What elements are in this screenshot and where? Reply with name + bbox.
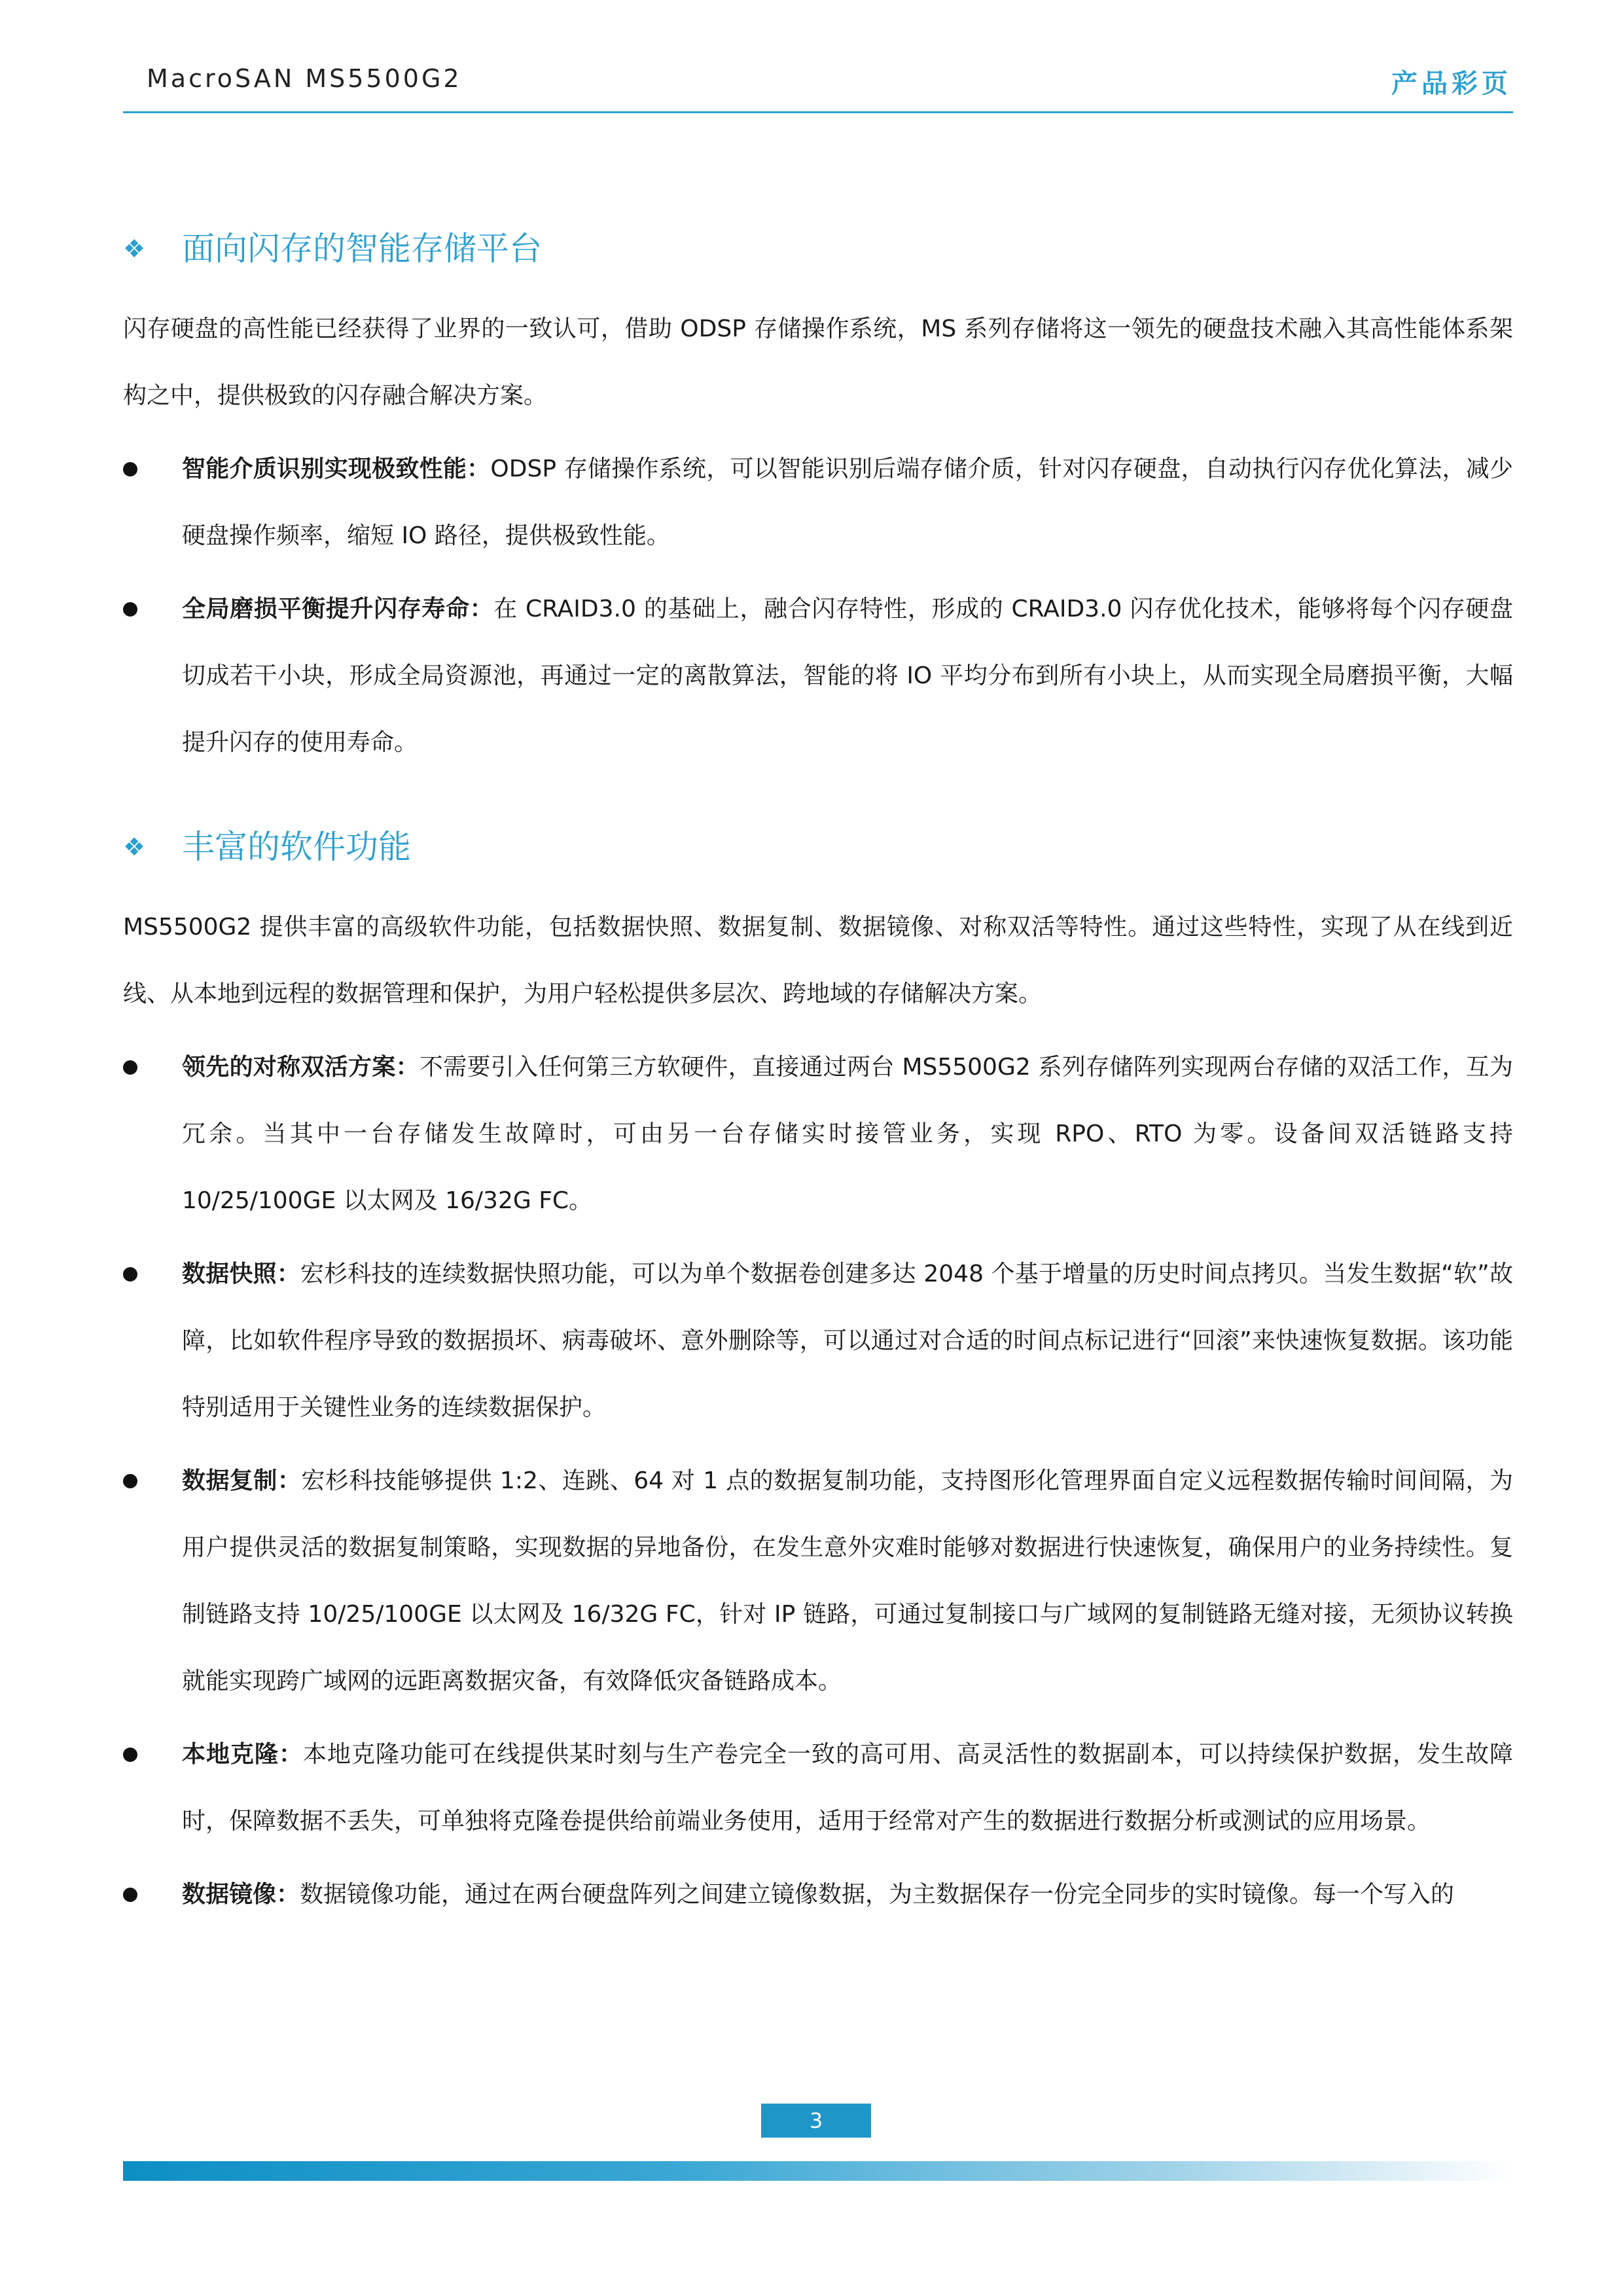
section-title: 面向闪存的智能存储平台 xyxy=(182,230,542,268)
page-content xyxy=(123,216,1513,1928)
page-number: 3 xyxy=(761,2104,871,2138)
bullet-title: 全局磨损平衡提升闪存寿命： xyxy=(182,596,494,622)
list-item xyxy=(123,1448,1513,1715)
list-item xyxy=(123,576,1513,776)
bullet-title: 数据快照： xyxy=(182,1261,300,1287)
bullet-dot-icon xyxy=(123,1060,137,1075)
section-heading-software-features xyxy=(123,814,1513,880)
bullet-dot-icon xyxy=(123,462,137,476)
list-item xyxy=(123,1861,1513,1928)
section-intro-paragraph: 闪存硬盘的高性能已经获得了业界的一致认可，借助 ODSP 存储操作系统，MS 系列存储将这一领先的硬盘技术融入其高性能体系架构之中，提供极致的闪存融合解决方案。 xyxy=(123,315,1513,409)
list-item xyxy=(123,436,1513,569)
list-item xyxy=(123,1034,1513,1234)
feature-list xyxy=(123,436,1513,776)
section-heading-flash-platform xyxy=(123,216,1513,281)
bullet-dot-icon xyxy=(123,1474,137,1488)
document-header-title: MacroSAN MS5500G2 xyxy=(147,64,462,93)
bullet-title: 数据镜像： xyxy=(182,1881,300,1908)
bullet-text: 宏杉科技能够提供 1:2、连跳、64 对 1 点的数据复制功能，支持图形化管理界面自定义远程数据传输时间间隔，为用户提供灵活的数据复制策略，实现数据的异地备份，在发生意外灾难时能够对数据进行快速恢复，确保用户的业务持续性。复制链路支持 10/25/100GE 以太网及 16/32G FC，针对 IP 链路，可通过复制接口与广域网的复制链路无缝对接，无须协议转换就能实现跨广域网的远距离数据灾备，有效降低灾备链路成本。 xyxy=(182,1467,1513,1695)
list-item xyxy=(123,1721,1513,1855)
bullet-title: 数据复制： xyxy=(182,1467,302,1494)
bullet-dot-icon xyxy=(123,1888,137,1902)
header-divider xyxy=(123,111,1513,113)
section-intro-paragraph: MS5500G2 提供丰富的高级软件功能，包括数据快照、数据复制、数据镜像、对称双活等特性。通过这些特性，实现了从在线到近线、从本地到远程的数据管理和保护，为用户轻松提供多层次、跨地域的存储解决方案。 xyxy=(123,914,1513,1007)
document-header-label: 产品彩页 xyxy=(1391,69,1512,99)
bullet-dot-icon xyxy=(123,602,137,617)
bullet-text: 本地克隆功能可在线提供某时刻与生产卷完全一致的高可用、高灵活性的数据副本，可以持续保护数据，发生故障时，保障数据不丢失，可单独将克隆卷提供给前端业务使用，适用于经常对产生的数据进行数据分析或测试的应用场景。 xyxy=(182,1741,1513,1835)
bullet-text: 在 CRAID3.0 的基础上，融合闪存特性，形成的 CRAID3.0 闪存优化技术，能够将每个闪存硬盘切成若干小块，形成全局资源池，再通过一定的离散算法，智能的将 IO 平均分布到所有小块上，从而实现全局磨损平衡，大幅提升闪存的使用寿命。 xyxy=(182,596,1513,756)
bullet-title: 智能介质识别实现极致性能： xyxy=(182,456,491,482)
bullet-text: ODSP 存储操作系统，可以智能识别后端存储介质，针对闪存硬盘，自动执行闪存优化算法，减少硬盘操作频率，缩短 IO 路径，提供极致性能。 xyxy=(182,456,1513,549)
section-title: 丰富的软件功能 xyxy=(182,828,411,866)
feature-list xyxy=(123,1034,1513,1928)
bullet-dot-icon xyxy=(123,1748,137,1762)
bullet-title: 领先的对称双活方案： xyxy=(182,1054,419,1081)
bullet-dot-icon xyxy=(123,1267,137,1282)
footer-gradient-bar xyxy=(123,2161,1513,2181)
bullet-text: 不需要引入任何第三方软硬件，直接通过两台 MS5500G2 系列存储阵列实现两台存储的双活工作，互为冗余。当其中一台存储发生故障时，可由另一台存储实时接管业务，实现 RPO、RTO 为零。设备间双活链路支持 10/25/100GE 以太网及 16/32G FC。 xyxy=(182,1054,1513,1214)
diamond-bullet-icon: ❖ xyxy=(123,234,146,263)
bullet-text: 宏杉科技的连续数据快照功能，可以为单个数据卷创建多达 2048 个基于增量的历史时间点拷贝。当发生数据“软”故障，比如软件程序导致的数据损坏、病毒破坏、意外删除等，可以通过对合适的时间点标记进行“回滚”来快速恢复数据。该功能特别适用于关键性业务的连续数据保护。 xyxy=(182,1261,1513,1421)
diamond-bullet-icon: ❖ xyxy=(123,833,146,861)
bullet-text: 数据镜像功能，通过在两台硬盘阵列之间建立镜像数据，为主数据保存一份完全同步的实时镜像。每一个写入的 xyxy=(300,1881,1455,1908)
bullet-title: 本地克隆： xyxy=(182,1741,303,1768)
list-item xyxy=(123,1241,1513,1441)
